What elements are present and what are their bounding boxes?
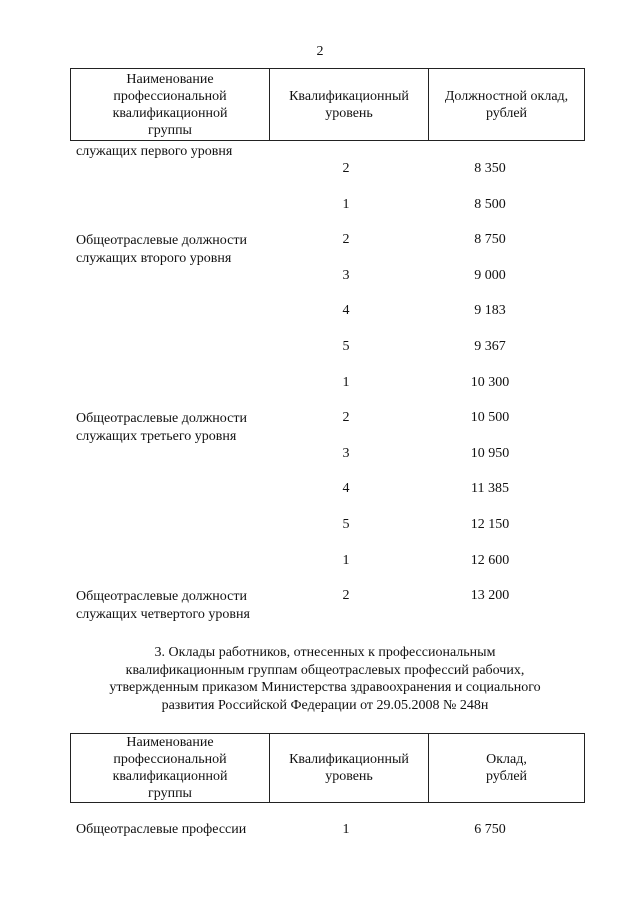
- row-group-name: Общеотраслевые должности служащих четвертого уровня: [76, 588, 250, 622]
- row-salary: 12 600: [470, 552, 510, 568]
- row-level: 3: [342, 267, 350, 283]
- row-salary: 9 367: [474, 339, 506, 354]
- table1-header-group: Наименование профессиональной квалификационной группы: [71, 69, 270, 141]
- table1-header: [70, 68, 585, 141]
- row-salary: 10 500: [470, 410, 510, 426]
- row-salary: 8 350: [474, 161, 506, 176]
- page-number: 2: [316, 44, 324, 59]
- row-level: 4: [342, 303, 350, 319]
- table1-header-level: Квалификационный уровень: [270, 69, 429, 141]
- row-group-name: Общеотраслевые профессии: [76, 822, 247, 837]
- row-salary: 6 750: [474, 822, 506, 837]
- row-level: 2: [342, 410, 350, 426]
- row-level: 1: [342, 196, 350, 212]
- row-group-name: Общеотраслевые должности служащих третьего уровня: [76, 410, 247, 444]
- row-level: 1: [342, 822, 350, 837]
- row-salary: 13 200: [470, 588, 510, 604]
- row-level: 2: [342, 161, 350, 176]
- row-level: 5: [342, 339, 350, 354]
- row-salary: 10 300: [470, 374, 510, 390]
- row-group-name: Общеотраслевые должности служащих второго уровня: [76, 232, 247, 266]
- row-salary: 12 150: [470, 517, 510, 532]
- table1-continued-group: служащих первого уровня: [76, 144, 233, 159]
- row-salary: 8 500: [474, 196, 506, 212]
- row-level: 1: [342, 552, 350, 568]
- row-salary: 9 183: [474, 303, 506, 319]
- table2-header: [70, 733, 585, 803]
- row-salary: 8 750: [474, 232, 506, 248]
- table2-header-salary: Оклад, рублей: [429, 734, 585, 803]
- row-level: 1: [342, 374, 350, 390]
- table1-header-salary: Должностной оклад, рублей: [429, 69, 585, 141]
- row-level: 5: [342, 517, 350, 532]
- row-level: 4: [342, 481, 350, 497]
- row-level: 2: [342, 588, 350, 604]
- row-salary: 10 950: [470, 445, 510, 461]
- table2-header-level: Квалификационный уровень: [270, 734, 429, 803]
- row-salary: 11 385: [471, 481, 509, 497]
- section3-title: 3. Оклады работников, отнесенных к профессиональным квалификационным группам общеотраслевых профессий рабочих, утвержденным приказом Министерства здравоохранения и социального развития Российской Федерации от 29.05.2008 № 248н: [109, 645, 541, 713]
- row-level: 2: [342, 232, 350, 248]
- row-level: 3: [342, 445, 350, 461]
- row-salary: 9 000: [474, 267, 506, 283]
- table2-header-group: Наименование профессиональной квалификационной группы: [71, 734, 270, 803]
